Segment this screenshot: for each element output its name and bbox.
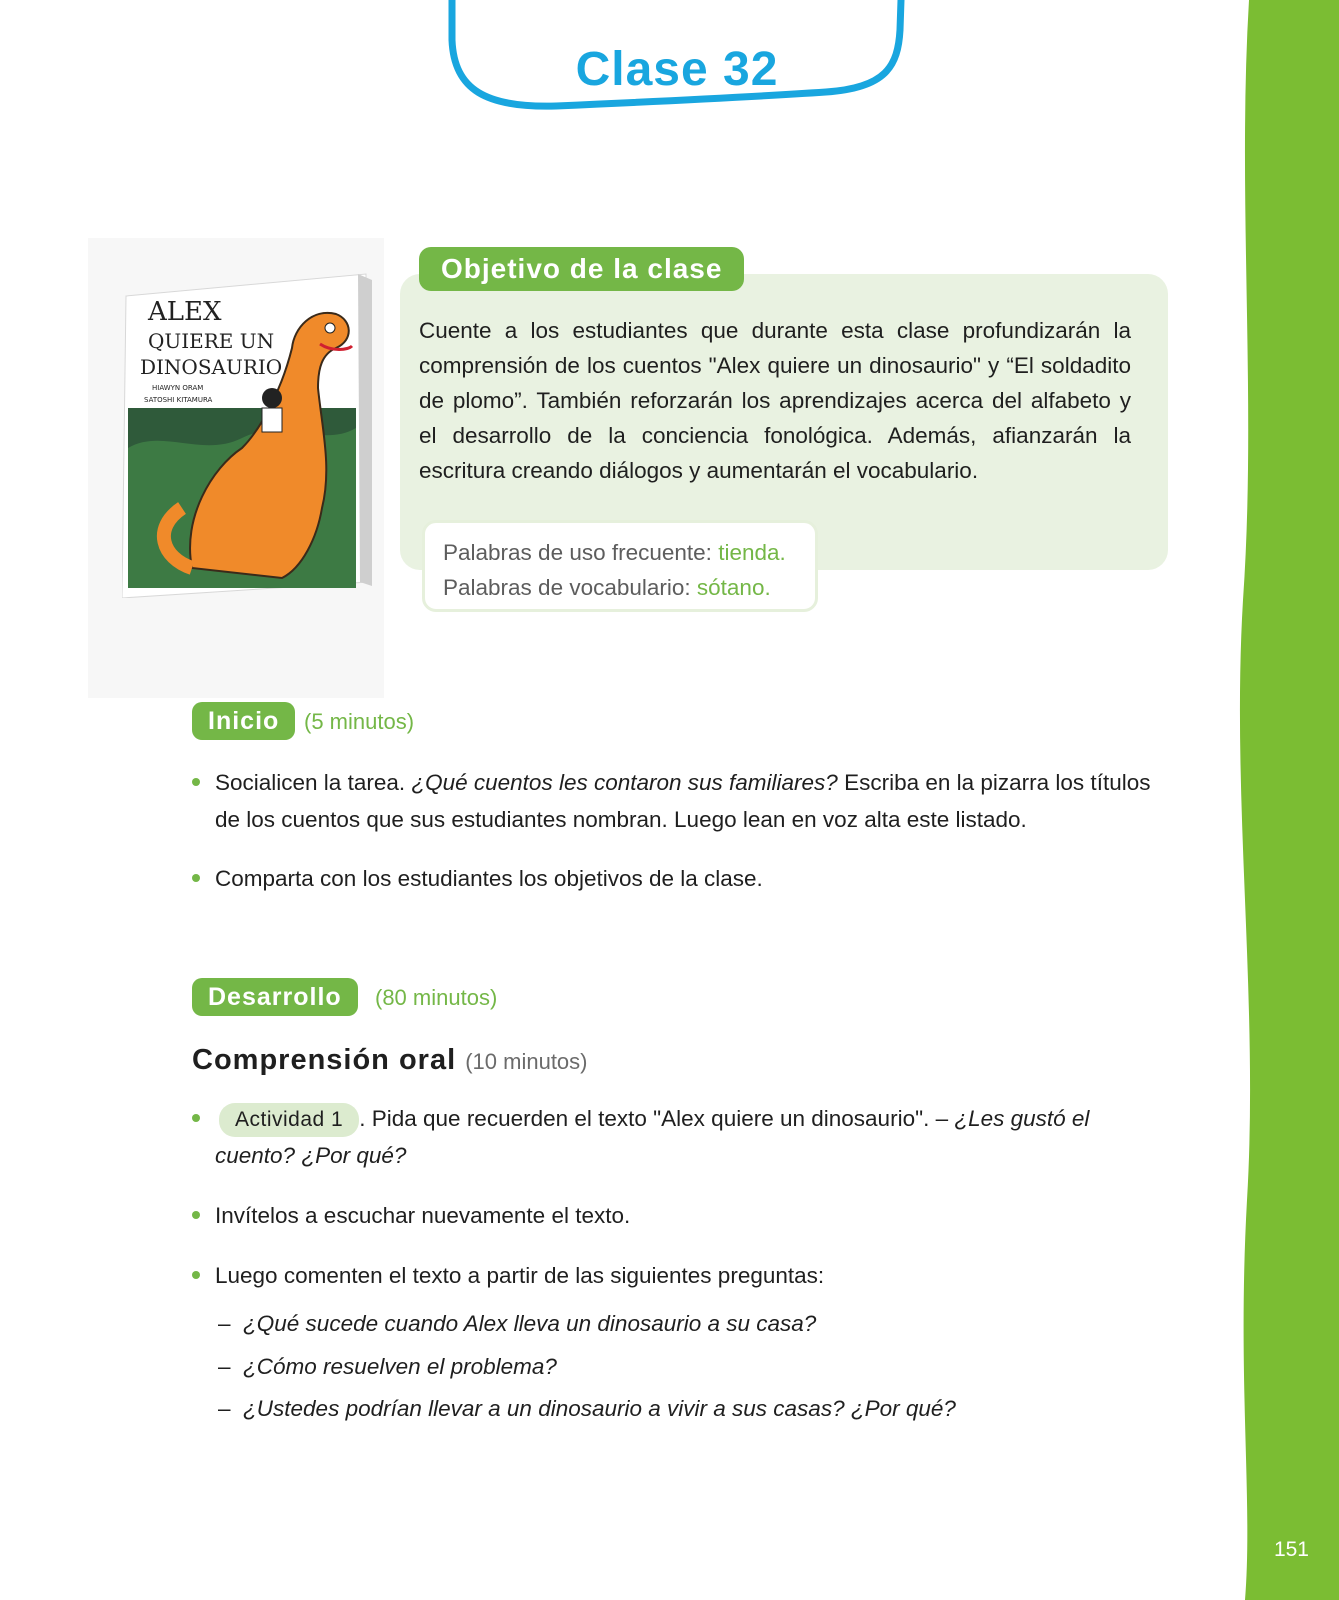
page-number: 151	[1273, 1538, 1309, 1561]
frequent-words-label: Palabras de uso frecuente:	[443, 540, 719, 565]
question-text: ¿Ustedes podrían llevar a un dinosaurio a vivir a sus casas? ¿Por qué?	[243, 1396, 956, 1421]
book-illustration	[122, 268, 372, 598]
bullet-icon	[192, 1211, 200, 1219]
bullet-icon	[192, 1271, 200, 1279]
bullet-text: Invítelos a escuchar nuevamente el texto.	[215, 1203, 631, 1228]
inicio-time: (5 minutos)	[304, 709, 415, 734]
question-item	[218, 1396, 956, 1422]
book-title-line-2: QUIERE UN	[148, 329, 275, 353]
book-author-1: HIAWYN ORAM	[152, 384, 204, 392]
question-text: ¿Cómo resuelven el problema?	[243, 1354, 557, 1379]
book-author-2: SATOSHI KITAMURA	[144, 396, 213, 404]
activity-badge: Actividad 1	[219, 1103, 359, 1137]
list-item	[192, 1100, 1172, 1174]
vocabulary-word: sótano.	[696, 575, 771, 600]
objective-label: Objetivo de la clase	[419, 247, 744, 291]
bullet-text: . Pida que recuerden el texto "Alex quiere un dinosaurio". –	[359, 1106, 955, 1131]
subhead-text: Comprensión oral	[192, 1044, 457, 1076]
page-title: Clase 32	[575, 43, 779, 96]
question-item	[218, 1311, 816, 1337]
subhead-time: (10 minutos)	[465, 1049, 588, 1074]
frequent-word: tienda.	[718, 540, 786, 565]
dash-icon: –	[218, 1354, 231, 1379]
comprension-oral-heading	[192, 1044, 588, 1077]
vocabulary-words-label: Palabras de vocabulario:	[443, 575, 697, 600]
dash-icon: –	[218, 1396, 231, 1421]
dash-icon: –	[218, 1311, 231, 1336]
bullet-text: Escriba en la pizarra los títulos de los cuentos que sus estudiantes nombran. Luego lean en voz alta este listado.	[215, 770, 1151, 832]
bullet-text: Luego comenten el texto a partir de las siguientes preguntas:	[215, 1263, 825, 1288]
book-title-line-1: ALEX	[148, 297, 222, 327]
bullet-text: Comparta con los estudiantes los objetivos de la clase.	[215, 866, 763, 891]
bullet-icon	[192, 778, 200, 786]
bullet-question: ¿Qué cuentos les contaron sus familiares?	[411, 770, 838, 795]
desarrollo-label: Desarrollo	[192, 978, 358, 1016]
list-item	[192, 764, 1172, 838]
vocabulary-words-line	[443, 570, 797, 605]
list-item	[192, 860, 1172, 897]
bullet-icon	[192, 1114, 200, 1122]
book-cover-image	[88, 238, 384, 698]
desarrollo-time: (80 minutos)	[375, 985, 498, 1010]
bullet-text: Socialicen la tarea.	[215, 770, 412, 795]
list-item	[192, 1197, 1172, 1234]
frequent-words-line	[443, 535, 797, 570]
book-title-line-3: DINOSAURIO	[140, 355, 283, 379]
inicio-label: Inicio	[192, 702, 295, 740]
question-text: ¿Qué sucede cuando Alex lleva un dinosaurio a su casa?	[243, 1311, 817, 1336]
bullet-icon	[192, 874, 200, 882]
side-band	[1229, 0, 1339, 1600]
word-list-box	[422, 520, 818, 612]
list-item	[192, 1257, 1172, 1294]
objective-text: Cuente a los estudiantes que durante esta clase profundizarán la comprensión de los cuentos "Alex quiere un dinosaurio" y “El soldadito de plomo”. También reforzarán los aprendizajes acerca del alfabeto y el desarrollo de la conciencia fonológica. Además, afianzarán la escritura creando diálogos y aumentarán el vocabulario.	[419, 318, 1131, 483]
question-item	[218, 1354, 557, 1380]
bullet-question: ¿Les gustó el cuento? ¿Por qué?	[215, 1106, 1090, 1168]
